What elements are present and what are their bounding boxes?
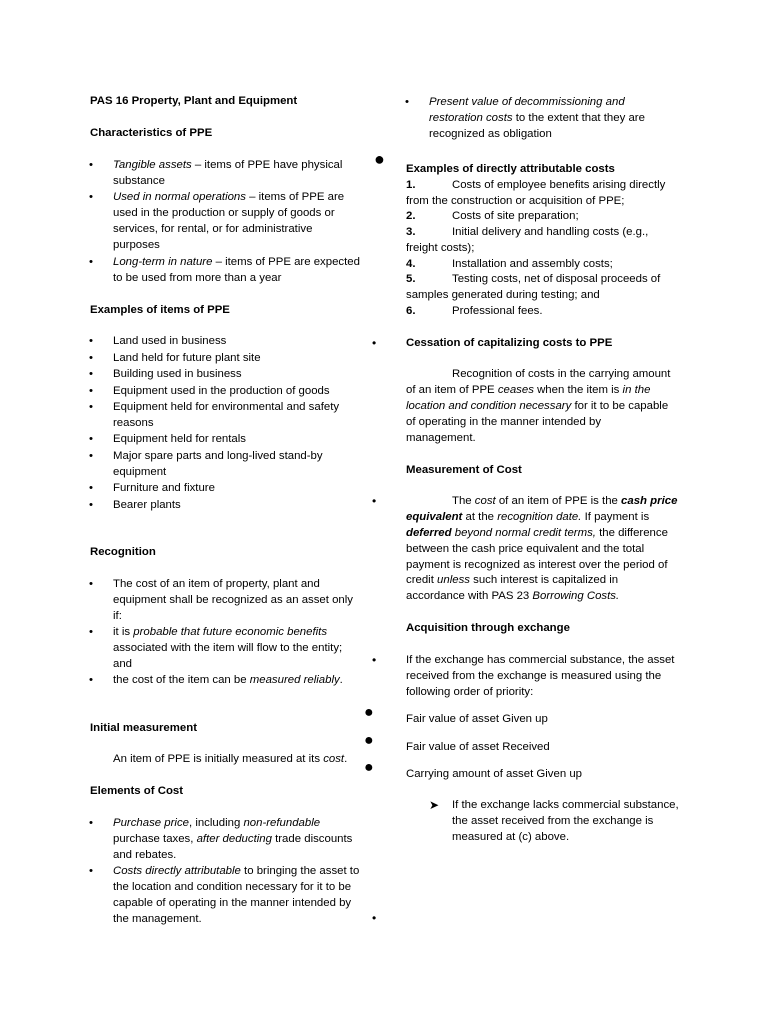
list-number: 1. bbox=[406, 179, 416, 191]
list-item: Installation and assembly costs; bbox=[452, 258, 613, 270]
list-item: • Equipment held for rentals bbox=[113, 431, 353, 447]
paragraph: If the exchange lacks commercial substance, the asset received from the exchange is measured at (c) above. bbox=[452, 799, 679, 843]
bullet-icon: ● bbox=[374, 149, 385, 169]
list-item: • Purchase price, including non-refundable purchase taxes, after deducting trade discounts and rebates. bbox=[113, 815, 363, 863]
paragraph-line: accordance with PAS 23 Borrowing Costs. bbox=[406, 590, 620, 602]
list-item: Testing costs, net of disposal proceeds of bbox=[452, 273, 661, 285]
paragraph-line: deferred beyond normal credit terms, the difference bbox=[406, 527, 668, 539]
list-item: • Present value of decommissioning and restoration costs to the extent that they are recognized as obligation bbox=[429, 94, 679, 142]
section-heading-characteristics: Characteristics of PPE bbox=[90, 127, 213, 139]
list-item: • Furniture and fixture bbox=[113, 480, 353, 496]
bullet-icon: • bbox=[372, 336, 377, 350]
priority-item: Carrying amount of asset Given up bbox=[406, 768, 583, 780]
list-item-continuation: freight costs); bbox=[406, 242, 475, 254]
paragraph-line: The cost of an item of PPE is the cash price bbox=[452, 495, 678, 507]
section-heading-cessation: Cessation of capitalizing costs to PPE bbox=[406, 337, 613, 349]
list-item: • Land held for future plant site bbox=[113, 350, 353, 366]
list-item: • Long-term in nature – items of PPE are expected to be used from more than a year bbox=[113, 254, 363, 286]
list-item-continuation: samples generated during testing; and bbox=[406, 289, 600, 301]
list-number: 5. bbox=[406, 273, 416, 285]
paragraph-line: location and condition necessary for it to be capable bbox=[406, 400, 669, 412]
priority-item: Fair value of asset Given up bbox=[406, 713, 548, 725]
page-title: PAS 16 Property, Plant and Equipment bbox=[90, 95, 298, 107]
list-item: Costs of site preparation; bbox=[452, 210, 579, 222]
list-item: • Equipment used in the production of goods bbox=[113, 383, 353, 399]
list-item: • the cost of the item can be measured reliably. bbox=[113, 672, 363, 688]
section-heading-acquisition-exchange: Acquisition through exchange bbox=[406, 622, 570, 634]
bullet-icon: • bbox=[372, 494, 377, 508]
list-number: 4. bbox=[406, 258, 416, 270]
bullet-icon: ● bbox=[364, 704, 374, 721]
list-item: • Used in normal operations – items of PPE are used in the production or supply of goods or services, for rental, or for administrative purposes bbox=[113, 189, 349, 253]
bullet-icon: ● bbox=[364, 732, 374, 749]
list-item: • Costs directly attributable to bringing the asset to the location and condition necessary for it to be capable of operating in the manner intended by the management. bbox=[113, 863, 363, 927]
list-item-continuation: from the construction or acquisition of PPE; bbox=[406, 195, 625, 207]
list-number: 3. bbox=[406, 226, 416, 238]
list-item: • Major spare parts and long-lived stand-by equipment bbox=[113, 448, 343, 480]
section-heading-elements-of-cost: Elements of Cost bbox=[90, 785, 184, 797]
list-item: Initial delivery and handling costs (e.g., bbox=[452, 226, 649, 238]
bullet-icon: • bbox=[372, 653, 377, 667]
paragraph-line: equivalent at the recognition date. If payment is bbox=[406, 511, 650, 523]
paragraph-line: of an item of PPE ceases when the item is in the bbox=[406, 384, 651, 396]
list-item: • Land used in business bbox=[113, 333, 353, 349]
list-item: • it is probable that future economic benefits associated with the item will flow to the entity; and bbox=[113, 624, 363, 672]
section-heading-examples: Examples of items of PPE bbox=[90, 304, 230, 316]
paragraph-line: management. bbox=[406, 432, 476, 444]
list-item: • Equipment held for environmental and safety reasons bbox=[113, 399, 353, 431]
paragraph-line: of operating in the manner intended by bbox=[406, 416, 602, 428]
list-item: • Tangible assets – items of PPE have physical substance bbox=[113, 157, 349, 189]
paragraph-line: between the cash price equivalent and the total bbox=[406, 543, 645, 555]
list-item: • The cost of an item of property, plant and equipment shall be recognized as an asset only if: bbox=[113, 576, 357, 624]
paragraph-line: Recognition of costs in the carrying amount bbox=[452, 368, 671, 380]
priority-item: Fair value of asset Received bbox=[406, 741, 550, 753]
bullet-icon: • bbox=[372, 911, 377, 925]
list-number: 2. bbox=[406, 210, 416, 222]
list-item: • Bearer plants bbox=[113, 497, 353, 513]
section-heading-recognition: Recognition bbox=[90, 546, 156, 558]
section-heading-initial-measurement: Initial measurement bbox=[90, 722, 197, 734]
arrow-bullet-icon: ➤ bbox=[429, 798, 440, 812]
paragraph: An item of PPE is initially measured at its cost. bbox=[113, 753, 348, 765]
list-item: Professional fees. bbox=[452, 305, 543, 317]
list-item: Costs of employee benefits arising directly bbox=[452, 179, 666, 191]
list-item: • Building used in business bbox=[113, 366, 353, 382]
bullet-icon: ● bbox=[364, 759, 374, 776]
paragraph: If the exchange has commercial substance, the asset received from the exchange is measured using the following order of priority: bbox=[406, 654, 675, 698]
paragraph-line: payment is recognized as interest over the period of bbox=[406, 559, 668, 571]
list-number: 6. bbox=[406, 305, 416, 317]
section-heading-measurement-of-cost: Measurement of Cost bbox=[406, 464, 522, 476]
section-heading-directly-attributable: Examples of directly attributable costs bbox=[406, 163, 615, 175]
paragraph-line: credit unless such interest is capitalized in bbox=[406, 574, 619, 586]
